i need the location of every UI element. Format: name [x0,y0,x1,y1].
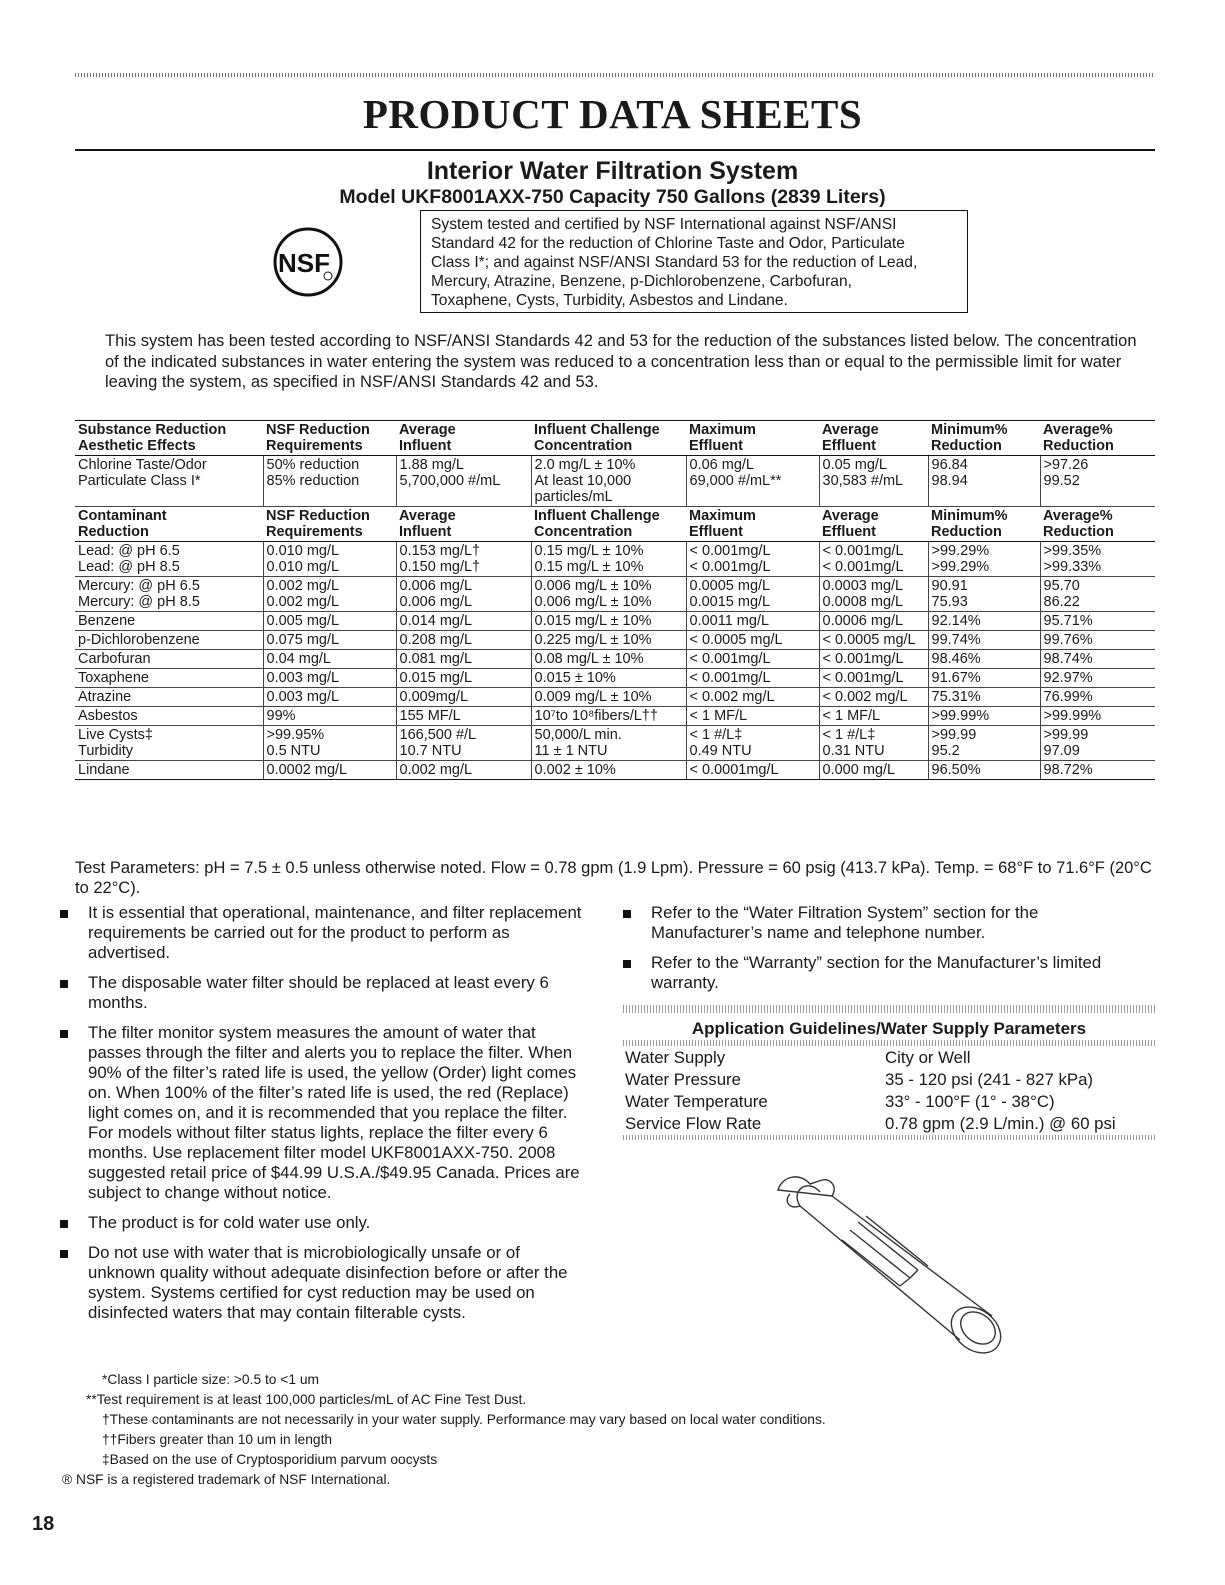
app-guidelines-table [625,1047,1155,1135]
table-cell: 50% reduction 85% reduction [263,456,396,507]
table-cell: 95.71% [1040,612,1155,631]
table-cell: 1.88 mg/L 5,700,000 #/mL [396,456,531,507]
table-cell: 96.50% [928,761,1040,780]
table-cell: 0.000 mg/L [819,761,928,780]
footnote: **Test requirement is at least 100,000 particles/mL of AC Fine Test Dust. [86,1392,527,1407]
table-header-row [75,507,1155,542]
table-cell: NSF Reduction Requirements [263,507,396,542]
table-cell: < 1 MF/L [819,707,928,726]
table-cell: 0.015 mg/L ± 10% [531,612,686,631]
table-cell: Live Cysts‡ Turbidity [75,726,263,761]
cert-line: System tested and certified by NSF International against NSF/ANSI [431,216,897,233]
table-cell: 0.006 mg/L ± 10% 0.006 mg/L ± 10% [531,577,686,612]
table-cell: 0.005 mg/L [263,612,396,631]
table-row [75,577,1155,612]
table-cell: < 1 #/L‡ 0.49 NTU [686,726,819,761]
table-cell: Mercury: @ pH 6.5 Mercury: @ pH 8.5 [75,577,263,612]
table-cell: < 0.002 mg/L [819,688,928,707]
parameter-label: Water Supply [625,1048,726,1067]
table-row [75,612,1155,631]
table-row [75,707,1155,726]
table-cell: 0.015 ± 10% [531,669,686,688]
table-cell: Carbofuran [75,650,263,669]
parameter-value: City or Well [885,1048,971,1067]
table-cell: >99.99% [928,707,1040,726]
app-guidelines-row [625,1069,1155,1091]
table-cell: < 1 MF/L [686,707,819,726]
bullet-item: It is essential that operational, maintenance, and filter replacement requirements be carried out for the product to perform as advertised. [60,903,590,963]
intro-paragraph: This system has been tested according to NSF/ANSI Standards 42 and 53 for the reduction of the substances listed below. The concentration of the indicated substances in water entering the system was reduced to a concentration less than or equal to the permissible limit for water leaving the system, as specified in NSF/ANSI Standards 42 and 53. [105,332,1137,391]
table-cell: 99% [263,707,396,726]
table-cell: >99.99 97.09 [1040,726,1155,761]
page-number: 18 [32,1513,55,1535]
table-cell: < 0.001mg/L [819,669,928,688]
table-cell: Maximum Effluent [686,421,819,456]
table-cell: Average Influent [396,507,531,542]
table-cell: 0.006 mg/L 0.006 mg/L [396,577,531,612]
test-parameters: Test Parameters: pH = 7.5 ± 0.5 unless otherwise noted. Flow = 0.78 gpm (1.9 Lpm). Pressure = 60 psig (413.7 kPa). Temp. = 68°F to 71.6°F (20°C to 22°C). [75,859,1152,897]
app-dotted-band-bottom [623,1135,1155,1140]
table-cell: Contaminant Reduction [75,507,263,542]
model-line: Model UKF8001AXX-750 Capacity 750 Gallons (2839 Liters) [339,186,886,208]
table-cell: Minimum% Reduction [928,507,1040,542]
bullet-item: Do not use with water that is microbiologically unsafe or of unknown quality without adequate disinfection before or after the system. Systems certified for cyst reduction may be used on disinfected waters that may contain filterable cysts. [60,1243,590,1323]
table-cell: < 1 #/L‡ 0.31 NTU [819,726,928,761]
table-cell: Benzene [75,612,263,631]
table-cell: 166,500 #/L 10.7 NTU [396,726,531,761]
table-cell: 0.014 mg/L [396,612,531,631]
table-cell: >99.29% >99.29% [928,542,1040,577]
table-cell: Substance Reduction Aesthetic Effects [75,421,263,456]
table-cell: 0.002 mg/L [396,761,531,780]
cert-line: Class I*; and against NSF/ANSI Standard 53 for the reduction of Lead, [431,254,918,271]
table-cell: 98.46% [928,650,1040,669]
bullet-list-left [60,903,590,1333]
table-cell: >97.26 99.52 [1040,456,1155,507]
table-cell: 0.009 mg/L ± 10% [531,688,686,707]
table-header-row [75,421,1155,456]
table-row [75,631,1155,650]
table-cell: 0.0011 mg/L [686,612,819,631]
table-cell: 0.081 mg/L [396,650,531,669]
top-dotted-rule [75,73,1155,77]
table-cell: 76.99% [1040,688,1155,707]
bullet-item: The product is for cold water use only. [60,1213,590,1233]
table-cell: 0.06 mg/L 69,000 #/mL** [686,456,819,507]
table-cell: Lindane [75,761,263,780]
table-cell: 155 MF/L [396,707,531,726]
table-cell: 0.225 mg/L ± 10% [531,631,686,650]
table-cell: 0.08 mg/L ± 10% [531,650,686,669]
table-cell: 0.003 mg/L [263,688,396,707]
parameter-value: 0.78 gpm (2.9 L/min.) @ 60 psi [885,1114,1116,1133]
table-cell: 0.153 mg/L† 0.150 mg/L† [396,542,531,577]
title-rule [75,149,1155,151]
table-cell: 2.0 mg/L ± 10% At least 10,000 particles/mL [531,456,686,507]
table-cell: 0.0003 mg/L 0.0008 mg/L [819,577,928,612]
table-row [75,726,1155,761]
table-cell: 0.208 mg/L [396,631,531,650]
table-cell: < 0.001mg/L [819,650,928,669]
table-row [75,761,1155,780]
cert-line: Standard 42 for the reduction of Chlorine Taste and Odor, Particulate [431,235,905,252]
footnote: ‡Based on the use of Cryptosporidium parvum oocysts [102,1452,438,1467]
footnote: †These contaminants are not necessarily in your water supply. Performance may vary based on local water conditions. [102,1412,826,1427]
app-guidelines-row [625,1047,1155,1069]
table-row [75,688,1155,707]
table-cell: 96.84 98.94 [928,456,1040,507]
bullet-item: Refer to the “Warranty” section for the Manufacturer’s limited warranty. [623,953,1153,993]
table-cell: Chlorine Taste/Odor Particulate Class I* [75,456,263,507]
app-guidelines-row [625,1091,1155,1113]
table-cell: Influent Challenge Concentration [531,507,686,542]
table-cell: Influent Challenge Concentration [531,421,686,456]
table-cell: 0.0006 mg/L [819,612,928,631]
table-cell: 90.91 75.93 [928,577,1040,612]
table-cell: < 0.0005 mg/L [819,631,928,650]
table-cell: Average Effluent [819,421,928,456]
footnotes [62,1370,826,1490]
table-cell: 0.002 ± 10% [531,761,686,780]
page-title: PRODUCT DATA SHEETS [362,91,863,137]
table-cell: Atrazine [75,688,263,707]
table-cell: 99.74% [928,631,1040,650]
table-cell: Average Influent [396,421,531,456]
table-cell: < 0.0005 mg/L [686,631,819,650]
table-cell: 92.97% [1040,669,1155,688]
parameter-label: Water Temperature [625,1092,768,1111]
table-cell: >99.99 95.2 [928,726,1040,761]
table-row [75,669,1155,688]
parameter-label: Water Pressure [625,1070,741,1089]
table-cell: 98.72% [1040,761,1155,780]
bullet-item: Refer to the “Water Filtration System” section for the Manufacturer’s name and telephone number. [623,903,1153,943]
app-guidelines-row [625,1113,1155,1135]
table-cell: >99.35% >99.33% [1040,542,1155,577]
cert-line: Toxaphene, Cysts, Turbidity, Asbestos and Lindane. [431,292,788,309]
table-cell: < 0.001mg/L [686,669,819,688]
table-cell: 95.70 86.22 [1040,577,1155,612]
table-cell: < 0.001mg/L [686,650,819,669]
table-cell: 0.0005 mg/L 0.0015 mg/L [686,577,819,612]
table-cell: 0.009mg/L [396,688,531,707]
parameter-value: 35 - 120 psi (241 - 827 kPa) [885,1070,1094,1089]
table-cell: 0.15 mg/L ± 10% 0.15 mg/L ± 10% [531,542,686,577]
table-cell: < 0.001mg/L < 0.001mg/L [819,542,928,577]
app-guidelines-title: Application Guidelines/Water Supply Parameters [691,1019,1087,1038]
table-cell: 99.76% [1040,631,1155,650]
app-dotted-band-mid [623,1040,1155,1046]
table-cell: p-Dichlorobenzene [75,631,263,650]
table-cell: 98.74% [1040,650,1155,669]
table-cell: < 0.001mg/L < 0.001mg/L [686,542,819,577]
table-cell: >99.95% 0.5 NTU [263,726,396,761]
table-cell: Asbestos [75,707,263,726]
table-cell: 75.31% [928,688,1040,707]
reduction-data-table [75,420,1155,780]
table-cell: 91.67% [928,669,1040,688]
footnote: ® NSF is a registered trademark of NSF International. [62,1472,391,1487]
table-cell: 0.075 mg/L [263,631,396,650]
certification-box [420,210,968,313]
section-subtitle: Interior Water Filtration System [426,157,799,185]
table-cell: Minimum% Reduction [928,421,1040,456]
table-row [75,650,1155,669]
nsf-logo-text: NSF [278,248,330,278]
parameter-value: 33° - 100°F (1° - 38°C) [885,1092,1055,1111]
table-cell: 0.0002 mg/L [263,761,396,780]
cert-line: Mercury, Atrazine, Benzene, p-Dichlorobenzene, Carbofuran, [431,273,852,290]
app-dotted-band-top [623,1005,1155,1013]
table-cell: < 0.0001mg/L [686,761,819,780]
footnote: *Class I particle size: >0.5 to <1 um [102,1372,320,1387]
table-cell: 0.05 mg/L 30,583 #/mL [819,456,928,507]
footnote: ††Fibers greater than 10 um in length [102,1432,333,1447]
table-row [75,542,1155,577]
table-cell: 0.010 mg/L 0.010 mg/L [263,542,396,577]
parameter-label: Service Flow Rate [625,1114,762,1133]
bullet-item: The filter monitor system measures the amount of water that passes through the filter and alerts you to replace the filter. When 90% of the filter’s rated life is used, the yellow (Order) light comes on. When 100% of the filter’s rated life is used, the red (Replace) light comes on, and it is recommended that you replace the filter. For models without filter status lights, replace the filter every 6 months. Use replacement filter model UKF8001AXX-750. 2008 suggested retail price of $44.99 U.S.A./$49.95 Canada. Prices are subject to change without notice. [60,1023,590,1203]
table-cell: 0.002 mg/L 0.002 mg/L [263,577,396,612]
table-cell: 0.04 mg/L [263,650,396,669]
table-cell: Average Effluent [819,507,928,542]
table-cell: Toxaphene [75,669,263,688]
nsf-logo-icon [273,227,343,297]
table-cell: < 0.002 mg/L [686,688,819,707]
water-filter-illustration [760,1170,1030,1355]
table-cell: 0.015 mg/L [396,669,531,688]
table-cell: Average% Reduction [1040,421,1155,456]
table-cell: 92.14% [928,612,1040,631]
table-cell: 0.003 mg/L [263,669,396,688]
table-cell: Maximum Effluent [686,507,819,542]
table-cell: 50,000/L min. 11 ± 1 NTU [531,726,686,761]
table-cell: 10⁷to 10⁸fibers/L†† [531,707,686,726]
bullet-list-right [623,903,1153,1003]
table-cell: Lead: @ pH 6.5 Lead: @ pH 8.5 [75,542,263,577]
table-row [75,456,1155,507]
bullet-item: The disposable water filter should be replaced at least every 6 months. [60,973,590,1013]
table-cell: NSF Reduction Requirements [263,421,396,456]
table-cell: Average% Reduction [1040,507,1155,542]
table-cell: >99.99% [1040,707,1155,726]
